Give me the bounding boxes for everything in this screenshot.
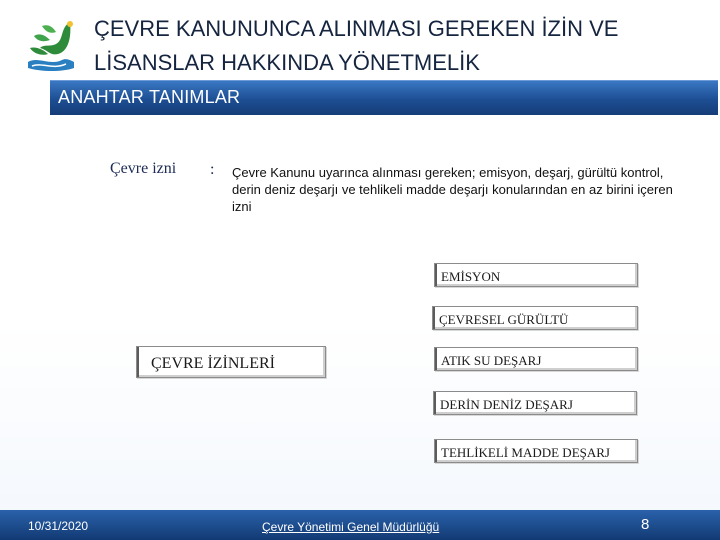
definition-term: Çevre izni — [110, 160, 177, 177]
diagram-item-tehlikeli-madde-desarj: TEHLİKELİ MADDE DEŞARJ — [434, 439, 638, 463]
diagram-item-derin-deniz-desarj: DERİN DENİZ DEŞARJ — [433, 391, 637, 415]
slide-title-line-2: LİSANSLAR HAKKINDA YÖNETMELİK — [94, 50, 480, 75]
slide-title — [94, 12, 704, 80]
diagram-item-emisyon: EMİSYON — [434, 263, 638, 287]
page-number: 8 — [641, 516, 650, 533]
section-heading: ANAHTAR TANIMLAR — [58, 87, 241, 107]
diagram-item-atik-su-desarj: ATIK SU DEŞARJ — [434, 347, 638, 371]
ministry-logo-icon — [20, 14, 82, 76]
definition-separator: : — [210, 161, 215, 178]
diagram-item-cevresel-gurultu: ÇEVRESEL GÜRÜLTÜ — [432, 306, 638, 330]
definition-text: Çevre Kanunu uyarınca alınması gereken; emisyon, deşarj, gürültü kontrol, derin deniz deşarjı ve tehlikeli madde deşarjı konularından en az birini içeren izni — [232, 165, 673, 214]
footer-date: 10/31/2020 — [28, 519, 89, 533]
diagram-main-box: ÇEVRE İZİNLERİ — [136, 346, 326, 378]
slide-title-line-1: ÇEVRE KANUNUNCA ALINMASI GEREKEN İZİN VE — [94, 16, 619, 41]
footer-organization: Çevre Yönetimi Genel Müdürlüğü — [262, 520, 440, 534]
